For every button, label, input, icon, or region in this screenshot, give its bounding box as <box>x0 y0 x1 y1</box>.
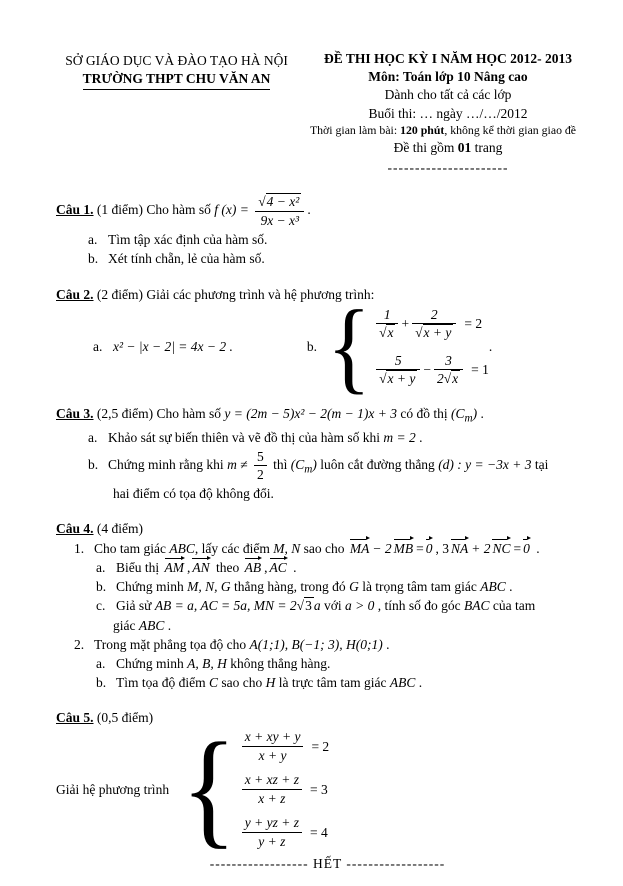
item-text: với <box>320 598 345 614</box>
item-text: Chứng minh <box>116 655 188 671</box>
issuer-school-line <box>56 70 297 90</box>
separator: , <box>264 560 268 576</box>
coefficient: 2 <box>436 371 444 387</box>
sqrt-radicand: x + y <box>423 325 452 341</box>
numerator: x + xy + y <box>244 729 301 745</box>
operator: − <box>423 362 431 378</box>
item-label: a. <box>96 655 106 671</box>
denominator: 2 <box>254 465 267 483</box>
operator: − 2 <box>372 540 392 556</box>
cau4-item-2a <box>96 654 599 673</box>
cau1-section <box>56 193 599 268</box>
item-label: 2. <box>74 636 85 652</box>
sqrt-expression <box>297 597 314 613</box>
curve-subscript: m <box>464 412 473 425</box>
item-math: AB = a, AC = 5a, MN = 2 <box>154 598 297 614</box>
vector-zero: 0 <box>523 540 530 556</box>
item-math: G <box>349 579 359 595</box>
vector-NC: NC <box>492 540 511 556</box>
item-period: . <box>415 430 423 446</box>
item-math: A, B, H <box>187 655 227 671</box>
sqrt-radicand: x + y <box>387 371 416 387</box>
cau4-item-1c <box>96 596 599 615</box>
sqrt-sign: √ <box>296 598 305 614</box>
item-text: giác <box>113 617 139 633</box>
equals-rhs: = 3 <box>309 781 328 797</box>
item-text: của tam <box>489 598 536 614</box>
curve-open: (C <box>290 456 305 472</box>
denominator <box>412 323 456 341</box>
item-math: M, N <box>273 540 301 556</box>
item-text: Cho tam giác <box>94 540 170 556</box>
system-equation-1 <box>239 728 329 764</box>
item-text: sao cho <box>300 540 348 556</box>
equals-rhs: = 2 <box>311 738 330 754</box>
cau3-item-b <box>88 448 599 484</box>
item-math: ABC <box>389 675 416 691</box>
item-label: a. <box>88 232 98 248</box>
denominator <box>434 369 463 387</box>
system-equation-2 <box>239 771 329 807</box>
curve-close: ) <box>472 405 478 421</box>
cau4-section <box>56 519 599 692</box>
item-text: thì <box>269 456 291 472</box>
sqrt-expression <box>258 193 301 209</box>
equation-system-b <box>326 288 493 403</box>
item-label: 1. <box>74 540 85 556</box>
cau4-item-1 <box>74 539 599 558</box>
fraction <box>412 307 456 341</box>
end-marker: ------------------ HẾT ------------------ <box>209 856 446 872</box>
cau5-heading <box>56 708 599 727</box>
item-math: H <box>265 675 276 691</box>
cau5-lead: Giải hệ phương trình <box>56 781 170 797</box>
cau2-section <box>56 285 599 403</box>
equals: = <box>416 540 424 556</box>
cau2-label: Câu 2. <box>56 286 94 302</box>
curve-subscript: m <box>304 463 313 476</box>
system-equations <box>239 728 329 850</box>
cau5-section <box>56 708 599 873</box>
sqrt-sign: √ <box>443 371 452 387</box>
curve-close: ) <box>312 456 317 472</box>
item-text: theo <box>212 560 243 576</box>
cau3-formula: y = (2m − 5)x² − 2(m − 1)x + 3 <box>224 405 397 421</box>
sqrt-radicand: 4 − x² <box>266 194 300 210</box>
vector-AM: AM <box>164 560 184 576</box>
item-text: sao cho <box>218 675 266 691</box>
denominator: x + z <box>242 789 302 807</box>
item-period: . <box>289 560 297 576</box>
cau1-period: . <box>307 202 311 218</box>
cau2-item-b <box>306 288 493 403</box>
item-text: Trong mặt phẳng tọa độ cho <box>94 636 250 652</box>
item-math: ABC <box>480 579 506 595</box>
system-brace: { <box>181 717 237 861</box>
cau4-label: Câu 4. <box>56 520 94 536</box>
item-period: . <box>532 540 540 556</box>
exam-duration <box>287 123 599 139</box>
item-text: Chứng minh rằng khi <box>108 456 228 472</box>
exam-duration-value: 120 phút <box>400 122 445 137</box>
item-period: . <box>415 675 423 691</box>
cau4-heading <box>56 519 599 538</box>
cau5-label: Câu 5. <box>56 710 94 726</box>
item-math: a <box>313 598 321 614</box>
exam-title: ĐỀ THI HỌC KỲ I NĂM HỌC 2012- 2013 <box>323 51 572 66</box>
issuer-block <box>56 50 297 177</box>
cau3-label: Câu 3. <box>56 405 94 421</box>
sqrt-sign: √ <box>379 371 387 387</box>
vector-AC: AC <box>269 560 287 576</box>
separator: , 3 <box>435 540 449 556</box>
sqrt-radicand: x <box>387 325 394 341</box>
system-brace: { <box>326 288 372 403</box>
sqrt-sign: √ <box>379 325 387 341</box>
cau1-intro: (1 điểm) Cho hàm số <box>93 202 215 218</box>
item-label: a. <box>88 430 98 446</box>
item-label: b. <box>88 456 99 472</box>
fraction <box>242 772 302 806</box>
cau5-intro: (0,5 điểm) <box>93 710 154 726</box>
issuer-department: SỞ GIÁO DỤC VÀ ĐÀO TẠO HÀ NỘI <box>65 53 288 68</box>
cau3-section <box>56 404 599 503</box>
item-math: ABC <box>169 540 195 556</box>
system-equation-2 <box>373 352 489 388</box>
equation-system <box>181 717 330 861</box>
exam-duration-prefix: Thời gian làm bài: <box>309 122 401 137</box>
item-text: thẳng hàng, trong đó <box>230 579 350 595</box>
item-text: luôn cắt đường thẳng <box>316 456 439 472</box>
numerator: x + xz + z <box>244 772 299 788</box>
item-text: Tìm tập xác định của hàm số. <box>108 232 268 248</box>
denominator: y + z <box>242 832 302 850</box>
item-text: Giả sử <box>116 598 155 614</box>
cau1-fraction-denominator: 9x − x³ <box>255 211 304 229</box>
denominator <box>376 323 398 341</box>
fraction <box>242 729 304 763</box>
system-period: . <box>488 339 493 355</box>
exam-session: Buổi thi: … ngày …/…/2012 <box>368 105 528 121</box>
exam-subject: Môn: Toán lớp 10 Nâng cao <box>368 69 528 85</box>
curve-symbol <box>450 405 478 425</box>
item-math: m = 2 <box>383 430 416 446</box>
exam-title-block <box>297 50 599 177</box>
cau2-item-a <box>93 337 233 356</box>
cau4-item-2b <box>96 673 599 692</box>
sqrt-radicand: 3 <box>305 598 312 614</box>
vector-AB: AB <box>244 560 262 576</box>
system-equation-1 <box>373 306 489 342</box>
cau4-intro: (4 điểm) <box>93 520 144 536</box>
equation-a: x² − |x − 2| = 4x − 2 . <box>113 339 233 355</box>
vector-MB: MB <box>393 540 414 556</box>
item-text: Xét tính chẵn, lẻ của hàm số. <box>108 251 265 267</box>
fraction <box>242 815 302 849</box>
cau3-period: . <box>477 405 484 421</box>
item-text: Biểu thị <box>116 560 163 576</box>
vector-MA: MA <box>349 540 370 556</box>
cau2-intro: (2 điểm) Giải các phương trình và hệ phương trình: <box>93 286 375 302</box>
system-equation-3 <box>239 814 329 850</box>
item-text: là trực tâm tam giác <box>275 675 390 691</box>
numerator: 5 <box>256 448 264 464</box>
fraction <box>376 353 420 387</box>
item-math: m ≠ <box>227 456 248 472</box>
cau3-intro: (2,5 điểm) Cho hàm số <box>93 405 225 421</box>
line-equation: (d) : y = −3x + 3 <box>438 456 532 472</box>
numerator: y + yz + z <box>244 815 299 831</box>
item-period: . <box>505 579 513 595</box>
numerator: 5 <box>394 352 402 368</box>
fraction <box>254 449 267 483</box>
system-equations <box>373 306 489 388</box>
item-text: là trọng tâm tam giác <box>358 579 481 595</box>
item-math: M, N, G <box>187 579 231 595</box>
cau1-item-b <box>88 249 599 268</box>
equals-rhs: = 2 <box>464 316 483 332</box>
equals-rhs: = 4 <box>309 824 328 840</box>
numerator: 1 <box>383 306 391 322</box>
cau3-heading <box>56 404 599 428</box>
cau1-fraction <box>255 194 304 228</box>
exam-audience: Dành cho tất cả các lớp <box>384 87 512 103</box>
item-text: Khảo sát sự biến thiên và vẽ đồ thị của hàm số khi <box>108 430 384 446</box>
cau3-item-a <box>88 428 599 447</box>
cau1-label: Câu 1. <box>56 202 94 218</box>
item-label: a. <box>96 560 106 576</box>
equals-rhs: = 1 <box>471 362 489 378</box>
sqrt-sign: √ <box>258 194 266 210</box>
equals: = <box>513 540 522 556</box>
item-label: b. <box>306 339 318 355</box>
item-period: . <box>164 617 172 633</box>
operator: + 2 <box>471 540 491 556</box>
denominator <box>376 369 420 387</box>
item-text: Tìm tọa độ điểm <box>116 675 209 691</box>
sqrt-radicand: x <box>452 371 459 387</box>
cau1-heading <box>56 193 599 229</box>
cau3-mid: có đồ thị <box>396 405 451 421</box>
vector-NA: NA <box>450 540 469 556</box>
item-period: . <box>382 636 390 652</box>
vector-AN: AN <box>192 560 210 576</box>
item-math: a > 0 <box>344 598 375 614</box>
exam-duration-suffix: , không kể thời gian giao đề <box>444 122 577 137</box>
item-math: ABC <box>138 617 165 633</box>
item-label: b. <box>88 251 99 267</box>
item-label: c. <box>96 598 106 614</box>
divider-dashes: ---------------------- <box>387 160 509 176</box>
operator: + <box>401 316 410 332</box>
item-text: , lấy các điểm <box>194 540 274 556</box>
exam-pages-count: 01 <box>457 139 472 155</box>
fraction <box>434 353 463 387</box>
item-text: , tính số đo góc <box>374 598 464 614</box>
vector-zero: 0 <box>425 540 433 556</box>
item-math: BAC <box>463 598 490 614</box>
cau1-item-a <box>88 230 599 249</box>
cau4-item-1a <box>96 558 599 577</box>
numerator: 2 <box>430 306 438 322</box>
item-text: Chứng minh <box>116 579 188 595</box>
curve-open: (C <box>450 405 465 421</box>
cau1-fx: f (x) = <box>214 202 249 218</box>
cau4-item-2 <box>74 635 599 654</box>
separator: , <box>187 560 191 576</box>
exam-pages-suffix: trang <box>471 139 503 155</box>
exam-pages-prefix: Đề thi gồm <box>393 139 458 155</box>
item-label: b. <box>96 579 107 595</box>
curve-symbol <box>290 456 317 476</box>
cau4-item-1b <box>96 577 599 596</box>
exam-header <box>56 50 599 177</box>
sqrt-sign: √ <box>415 325 423 341</box>
exam-pages <box>297 139 599 157</box>
item-text: tại <box>531 456 549 472</box>
cau1-fraction-numerator <box>255 194 304 211</box>
numerator: 3 <box>445 352 452 368</box>
issuer-school: TRƯỜNG THPT CHU VĂN AN <box>83 70 271 90</box>
denominator: x + y <box>242 746 304 764</box>
cau3-item-b-line2: hai điểm có tọa độ không đổi. <box>113 485 274 501</box>
item-label: a. <box>93 339 103 355</box>
item-text: không thẳng hàng. <box>226 655 331 671</box>
item-math: A(1;1), B(−1; 3), H(0;1) <box>249 636 383 652</box>
item-math: C <box>208 675 218 691</box>
cau4-item-1c-line2 <box>113 616 599 635</box>
item-label: b. <box>96 675 107 691</box>
fraction <box>376 307 398 341</box>
